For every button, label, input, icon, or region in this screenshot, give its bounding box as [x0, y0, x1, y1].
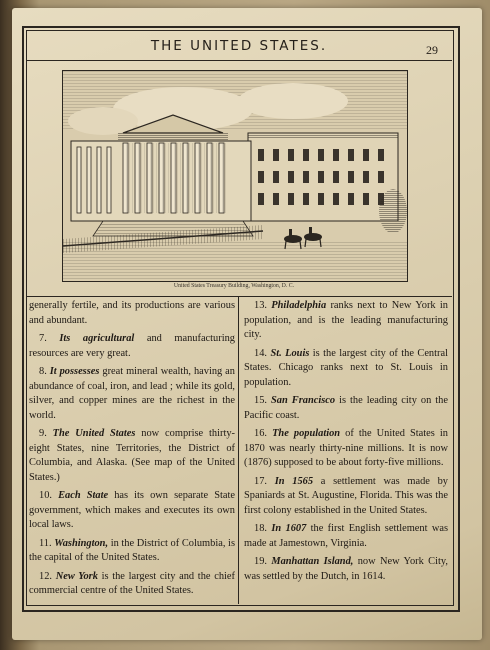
left-column: [29, 299, 235, 603]
paragraph-15: 15. San Francisco is the leading city on the Pacific coast.: [244, 395, 448, 421]
paragraph-19: 19. Manhattan Island, now New York City, was settled by the Dutch, in 1614.: [244, 556, 448, 582]
paragraph-11: 11. Washington, in the District of Columbia, is the capital of the United States.: [29, 537, 235, 563]
paragraph-8: 8. It possesses great mineral wealth, having an abundance of coal, iron, and lead ; while its gold, silver, and copper mines are the richest in the world.: [29, 366, 235, 421]
engraving-image: [63, 71, 407, 281]
running-head-title: THE UNITED STATES.: [150, 38, 328, 54]
paragraph-9: 9. The United States now comprise thirty-eight States, nine Territories, the District of Columbia, and Alaska. (See map of the United States.): [29, 428, 235, 483]
treasury-building-engraving: [62, 70, 408, 282]
right-column: [244, 299, 448, 588]
engraving-caption: United States Treasury Building, Washington, D. C.: [173, 283, 295, 289]
horizontal-rule: [26, 296, 452, 297]
page-number: 29: [426, 43, 438, 57]
paragraph-13: 13. Philadelphia ranks next to New York in population, and is the leading manufacturing city.: [244, 300, 448, 340]
paragraph-7: 7. Its agricultural and manufacturing resources are very great.: [29, 333, 235, 359]
paragraph-continuation: generally fertile, and its productions are various and abundant.: [29, 300, 235, 326]
paragraph-16: 16. The population of the United States in 1870 was nearly thirty-nine millions. It is now (1876) supposed to be about forty-five millions.: [244, 428, 448, 468]
paragraph-18: 18. In 1607 the first English settlement was made at Jamestown, Virginia.: [244, 523, 448, 549]
running-head: [26, 34, 452, 61]
paragraph-12: 12. New York is the largest city and the chief commercial centre of the United States.: [29, 570, 235, 596]
paragraph-14: 14. St. Louis is the largest city of the Central States. Chicago ranks next to St. Louis in population.: [244, 347, 448, 388]
paragraph-17: 17. In 1565 a settlement was made by Spaniards at St. Augustine, Florida. This was the first colony established in the United States.: [244, 475, 448, 516]
column-divider: [238, 297, 239, 604]
paragraph-10: 10. Each State has its own separate State government, which makes and executes its own local laws.: [29, 490, 235, 530]
